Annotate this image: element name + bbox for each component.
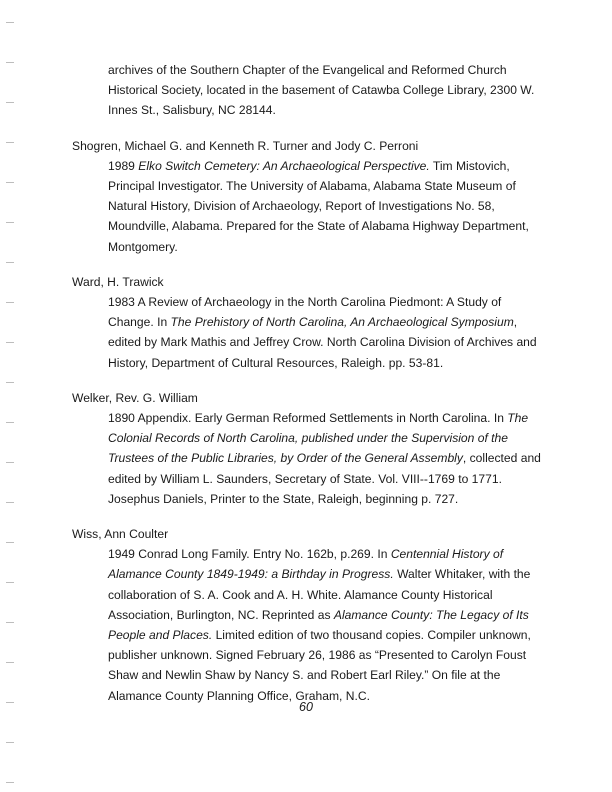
citation-text: Walter Whitaker, with the collaboration of S. A. Cook and A. H. White. Alamance County Historical Association, Burlington, NC. Reprinted as [108,567,531,622]
citation-title-italic: Elko Switch Cemetery: An Archaeological Perspective. [138,158,430,173]
citation-text: , edited by Mark Mathis and Jeffrey Crow. North Carolina Division of Archives and History, Department of Cultural Resources, Raleigh. pp. 53-81. [108,315,537,370]
entry-citation [72,544,550,706]
citation-title-italic: The Colonial Records of North Carolina, published under the Supervision of the Trustees of the Public Libraries, by Order of the General Assembly [108,411,529,466]
entry-citation [72,292,550,373]
citation-text: Limited edition of two thousand copies. Compiler unknown, publisher unknown. Signed February 26, 1986 as “Presented to Carolyn Foust Shaw and Newlin Shaw by Nancy S. and Robert Earl Riley.” On file at the Alamance County Planning Office, Graham, N.C. [108,628,531,703]
citation-text: , collected and edited by William L. Saunders, Secretary of State. Vol. VIII--1769 to 1771. Josephus Daniels, Printer to the State, Raleigh, beginning p. 727. [108,451,541,506]
bibliography-entry [72,388,550,509]
bibliography-entry [72,136,550,257]
entry-author: Wiss, Ann Coulter [72,527,169,542]
citation-text: 1989 [108,158,139,173]
bibliography-entry [72,524,550,706]
citation-text: 1890 Appendix. Early German Reformed Settlements in North Carolina. In [108,411,508,426]
bibliography-entry [72,272,550,373]
entry-author: Shogren, Michael G. and Kenneth R. Turner and Jody C. Perroni [72,138,419,153]
citation-title-italic: Centennial History of Alamance County 1849-1949: a Birthday in Progress. [108,547,504,582]
citation-text: 1983 A Review of Archaeology in the North Carolina Piedmont: A Study of Change. In [108,295,502,330]
citation-title-italic: The Prehistory of North Carolina, An Archaeological Symposium [170,315,514,330]
bibliography-entries [72,136,550,706]
binding-margin-marks [6,0,16,792]
entry-citation [72,408,550,509]
entry-author: Welker, Rev. G. William [72,390,198,405]
page-number: 60 [299,700,313,714]
citation-text: 1949 Conrad Long Family. Entry No. 162b, p.269. In [108,547,391,562]
continued-entry-text: archives of the Southern Chapter of the Evangelical and Reformed Church Historical Society, located in the basement of Catawba College Library, 2300 W. Innes St., Salisbury, NC 28144. [108,63,535,118]
entry-citation [72,156,550,257]
citation-text: Tim Mistovich, Principal Investigator. The University of Alabama, Alabama State Museum of Natural History, Division of Archaeology, Report of Investigations No. 58, Moundville, Alabama. Prepared for the State of Alabama Highway Department, Montgomery. [108,158,529,254]
bibliography-list [72,60,550,706]
entry-author: Ward, H. Trawick [72,274,164,289]
citation-title-italic: Alamance County: The Legacy of Its People and Places. [108,607,529,643]
